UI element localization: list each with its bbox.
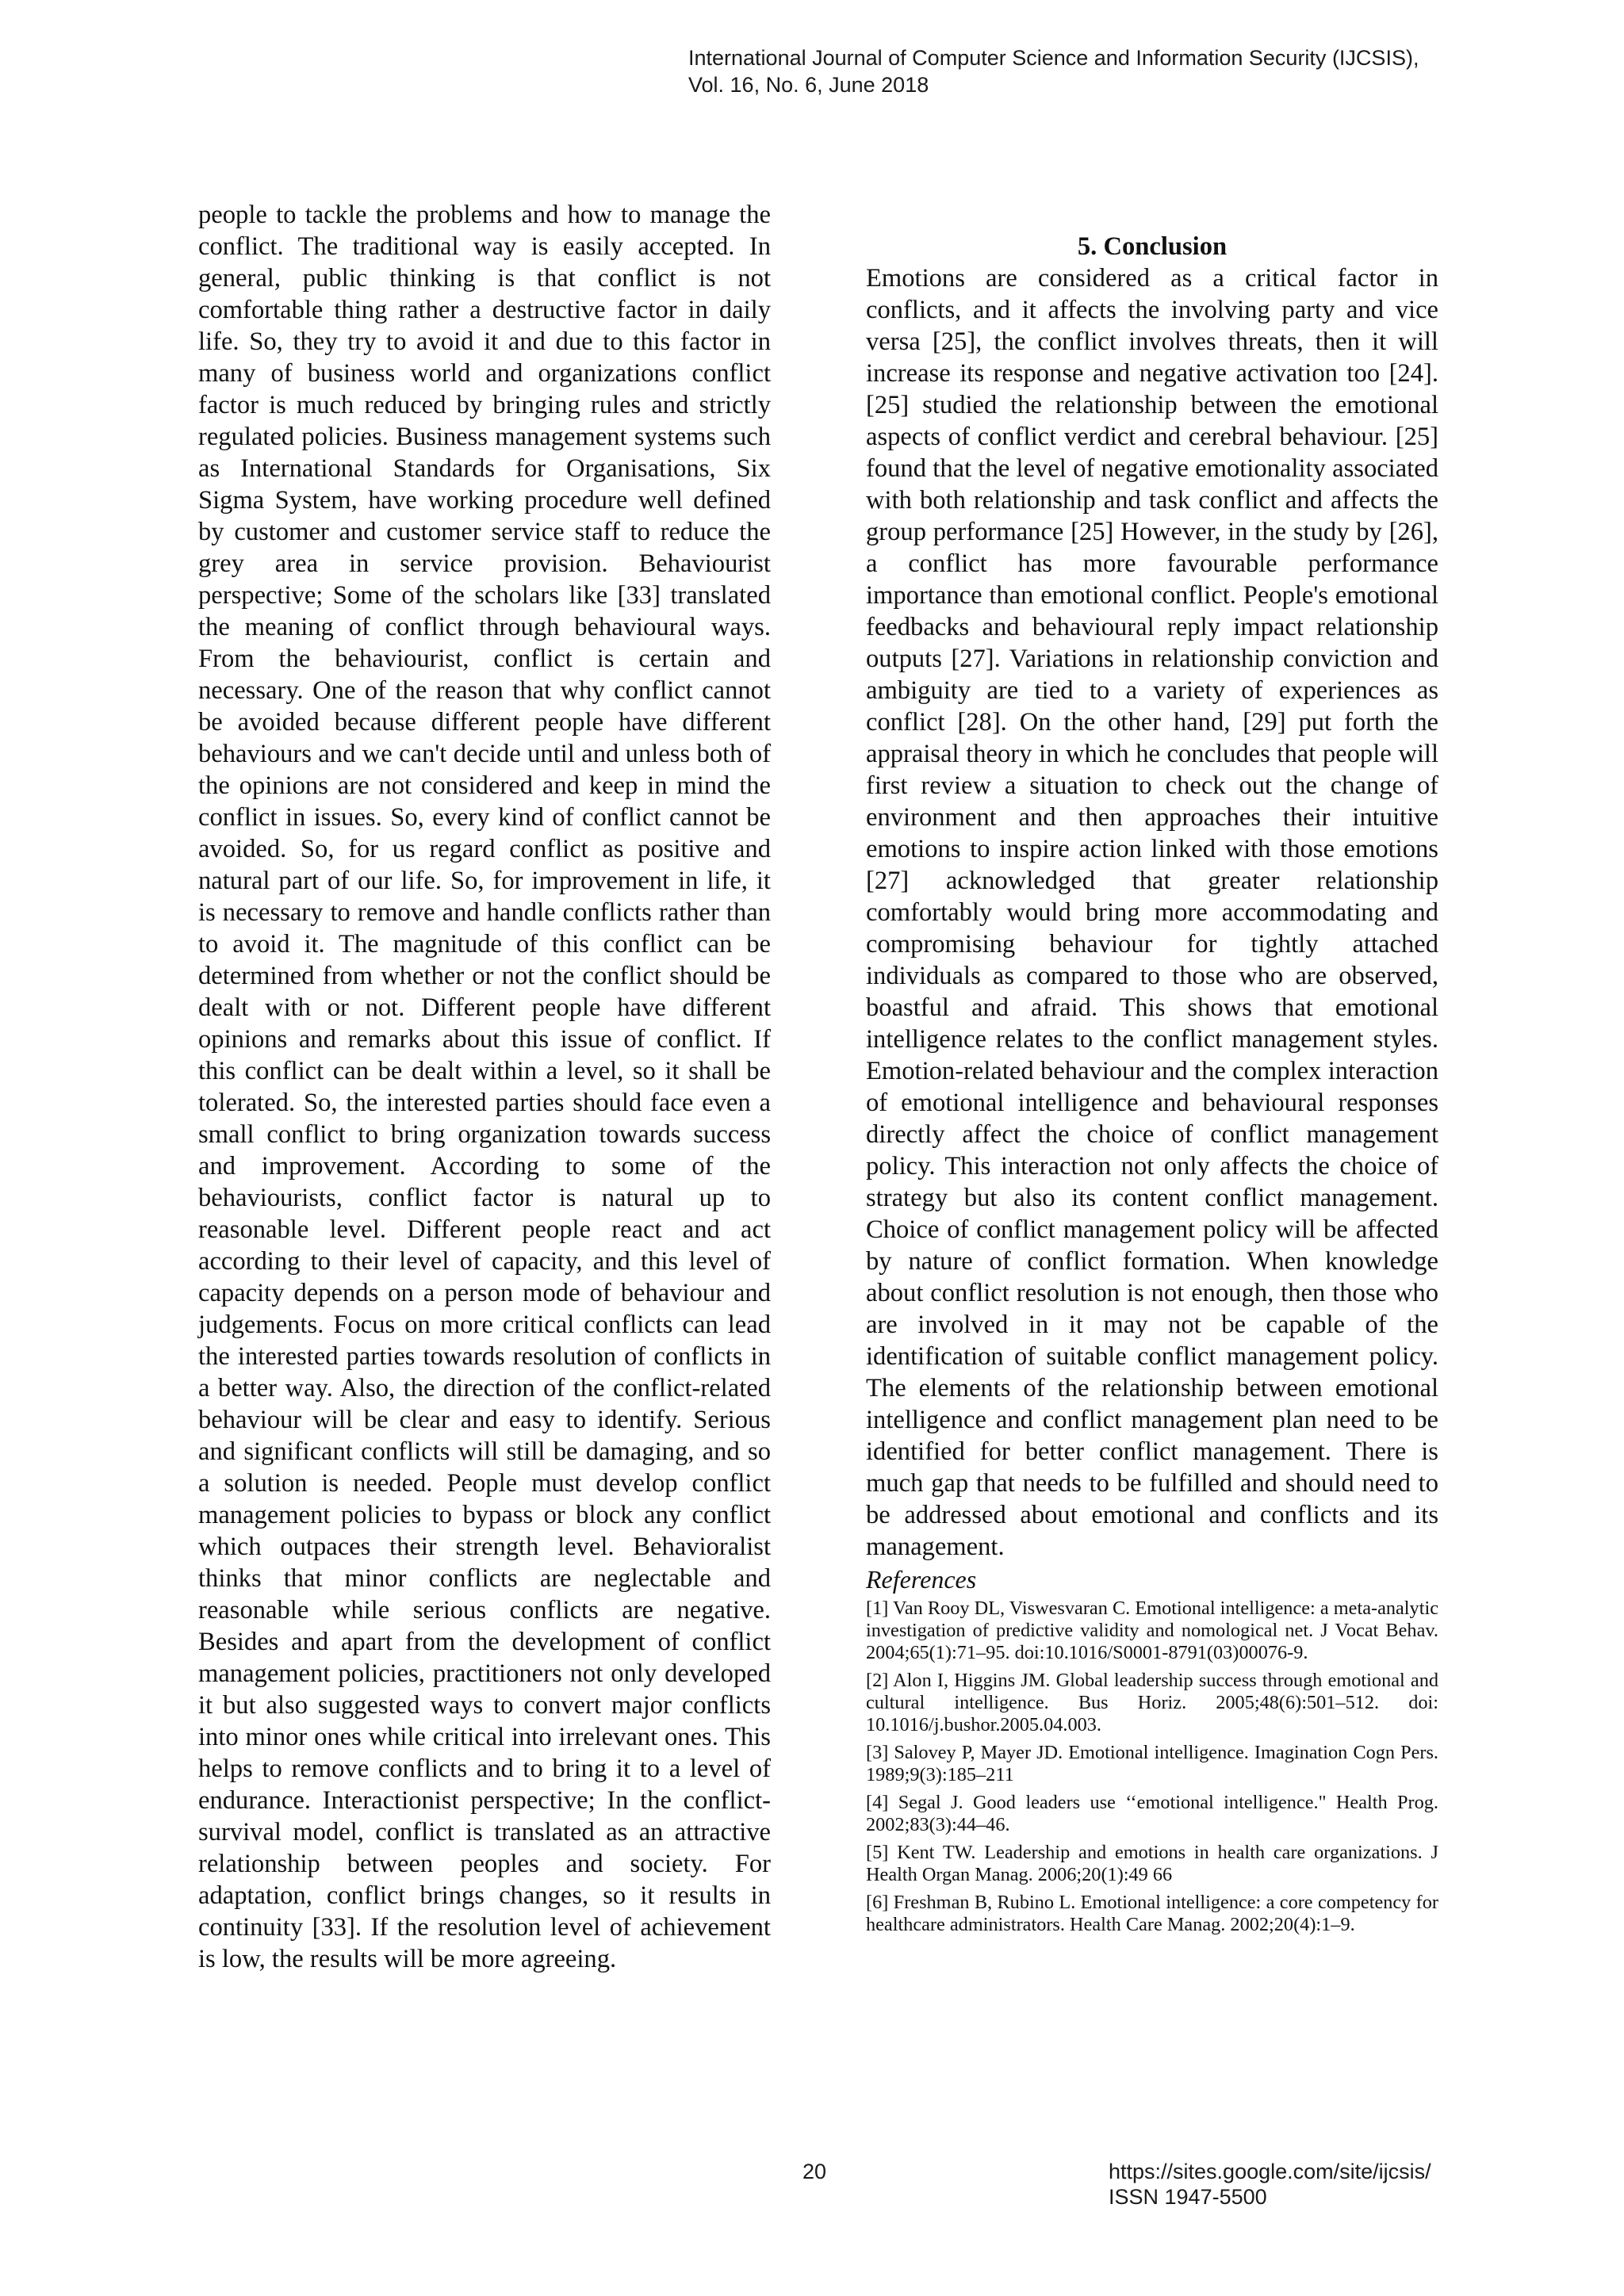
right-column xyxy=(866,231,1438,1942)
reference-item: [2] Alon I, Higgins JM. Global leadership success through emotional and cultural intelligence. Bus Horiz. 2005;48(6):501–512. doi: 10.1016/j.bushor.2005.04.003. xyxy=(866,1670,1438,1735)
issn: ISSN 1947-5500 xyxy=(1109,2185,1267,2209)
reference-item: [4] Segal J. Good leaders use ‘‘emotional intelligence." Health Prog. 2002;83(3):44–46. xyxy=(866,1792,1438,1835)
left-column xyxy=(198,199,771,1975)
references-heading: References xyxy=(866,1565,977,1594)
reference-item: [3] Salovey P, Mayer JD. Emotional intelligence. Imagination Cogn Pers. 1989;9(3):185–211 xyxy=(866,1742,1438,1785)
conclusion-heading: 5. Conclusion xyxy=(1077,232,1228,261)
references-list xyxy=(866,1598,1438,1936)
reference-item: [5] Kent TW. Leadership and emotions in health care organizations. J Health Organ Manag. 2006;20(1):49 66 xyxy=(866,1842,1438,1885)
journal-header-line-2: Vol. 16, No. 6, June 2018 xyxy=(688,73,929,97)
left-column-body-text: people to tackle the problems and how to manage the conflict. The traditional way is easily accepted. In general, public thinking is that conflict is not comfortable thing rather a destructive factor in daily life. So, they try to avoid it and due to this factor in many of business world and organizations conflict factor is much reduced by bringing rules and strictly regulated policies. Business management systems such as International Standards for Organisations, Six Sigma System, have working procedure well defined by customer and customer service staff to reduce the grey area in service provision. Behaviourist perspective; Some of the scholars like [33] translated the meaning of conflict through behavioural ways. From the behaviourist, conflict is certain and necessary. One of the reason that why conflict cannot be avoided because different people have different behaviours and we can't decide until and unless both of the opinions are not considered and keep in mind the conflict in issues. So, every kind of conflict cannot be avoided. So, for us regard conflict as positive and natural part of our life. So, for improvement in life, it is necessary to remove and handle conflicts rather than to avoid it. The magnitude of this conflict can be determined from whether or not the conflict should be dealt with or not. Different people have different opinions and remarks about this issue of conflict. If this conflict can be dealt within a level, so it shall be tolerated. So, the interested parties should face even a small conflict to bring organization towards success and improvement. According to some of the behaviourists, conflict factor is natural up to reasonable level. Different people react and act according to their level of capacity, and this level of capacity depends on a person mode of behaviour and judgements. Focus on more critical conflicts can lead the interested parties towards resolution of conflicts in a better way. Also, the direction of the conflict-related behaviour will be clear and easy to identify. Serious and significant conflicts will still be damaging, and so a solution is needed. People must develop conflict management policies to bypass or block any conflict which outpaces their strength level. Behavioralist thinks that minor conflicts are neglectable and reasonable while serious conflicts are negative. Besides and apart from the development of conflict management policies, practitioners not only developed it but also suggested ways to convert major conflicts into minor ones while critical into irrelevant ones. This helps to remove conflicts and to bring it to a level of endurance. Interactionist perspective; In the conflict-survival model, conflict is translated as an attractive relationship between peoples and society. For adaptation, conflict brings changes, so it results in continuity [33]. If the resolution level of achievement is low, the results will be more agreeing. xyxy=(198,201,771,1973)
conclusion-body-text: Emotions are considered as a critical factor in conflicts, and it affects the involving party and vice versa [25], the conflict involves threats, then it will increase its response and negative activation too [24]. [25] studied the relationship between the emotional aspects of conflict verdict and cerebral behaviour. [25] found that the level of negative emotionality associated with both relationship and task conflict and affects the group performance [25] However, in the study by [26], a conflict has more favourable performance importance than emotional conflict. People's emotional feedbacks and behavioural reply impact relationship outputs [27]. Variations in relationship conviction and ambiguity are tied to a variety of experiences as conflict [28]. On the other hand, [29] put forth the appraisal theory in which he concludes that people will first review a situation to check out the change of environment and then approaches their intuitive emotions to inspire action linked with those emotions [27] acknowledged that greater relationship comfortably would bring more accommodating and compromising behaviour for tightly attached individuals as compared to those who are observed, boastful and afraid. This shows that emotional intelligence relates to the conflict management styles. Emotion-related behaviour and the complex interaction of emotional intelligence and behavioural responses directly affect the choice of conflict management policy. This interaction not only affects the choice of strategy but also its content conflict management. Choice of conflict management policy will be affected by nature of conflict formation. When knowledge about conflict resolution is not enough, then those who are involved in it may not be capable of the identification of suitable conflict management policy. The elements of the relationship between emotional intelligence and conflict management plan need to be identified for better conflict management. There is much gap that needs to be fulfilled and should need to be addressed about emotional and conflicts and its management. xyxy=(866,264,1438,1561)
journal-url[interactable]: https://sites.google.com/site/ijcsis/ xyxy=(1109,2160,1431,2183)
page-number: 20 xyxy=(802,2160,827,2183)
journal-header xyxy=(688,44,1545,98)
journal-header-line-1: International Journal of Computer Science and Information Security (IJCSIS), xyxy=(688,46,1419,70)
reference-item: [6] Freshman B, Rubino L. Emotional intelligence: a core competency for healthcare administrators. Health Care Manag. 2002;20(4):1–9. xyxy=(866,1892,1438,1935)
reference-item: [1] Van Rooy DL, Viswesvaran C. Emotional intelligence: a meta-analytic investigation of predictive validity and nomological net. J Vocat Behav. 2004;65(1):71–95. doi:10.1016/S0001-8791(03)00076-9. xyxy=(866,1598,1438,1663)
footer-info xyxy=(1109,2159,1431,2210)
